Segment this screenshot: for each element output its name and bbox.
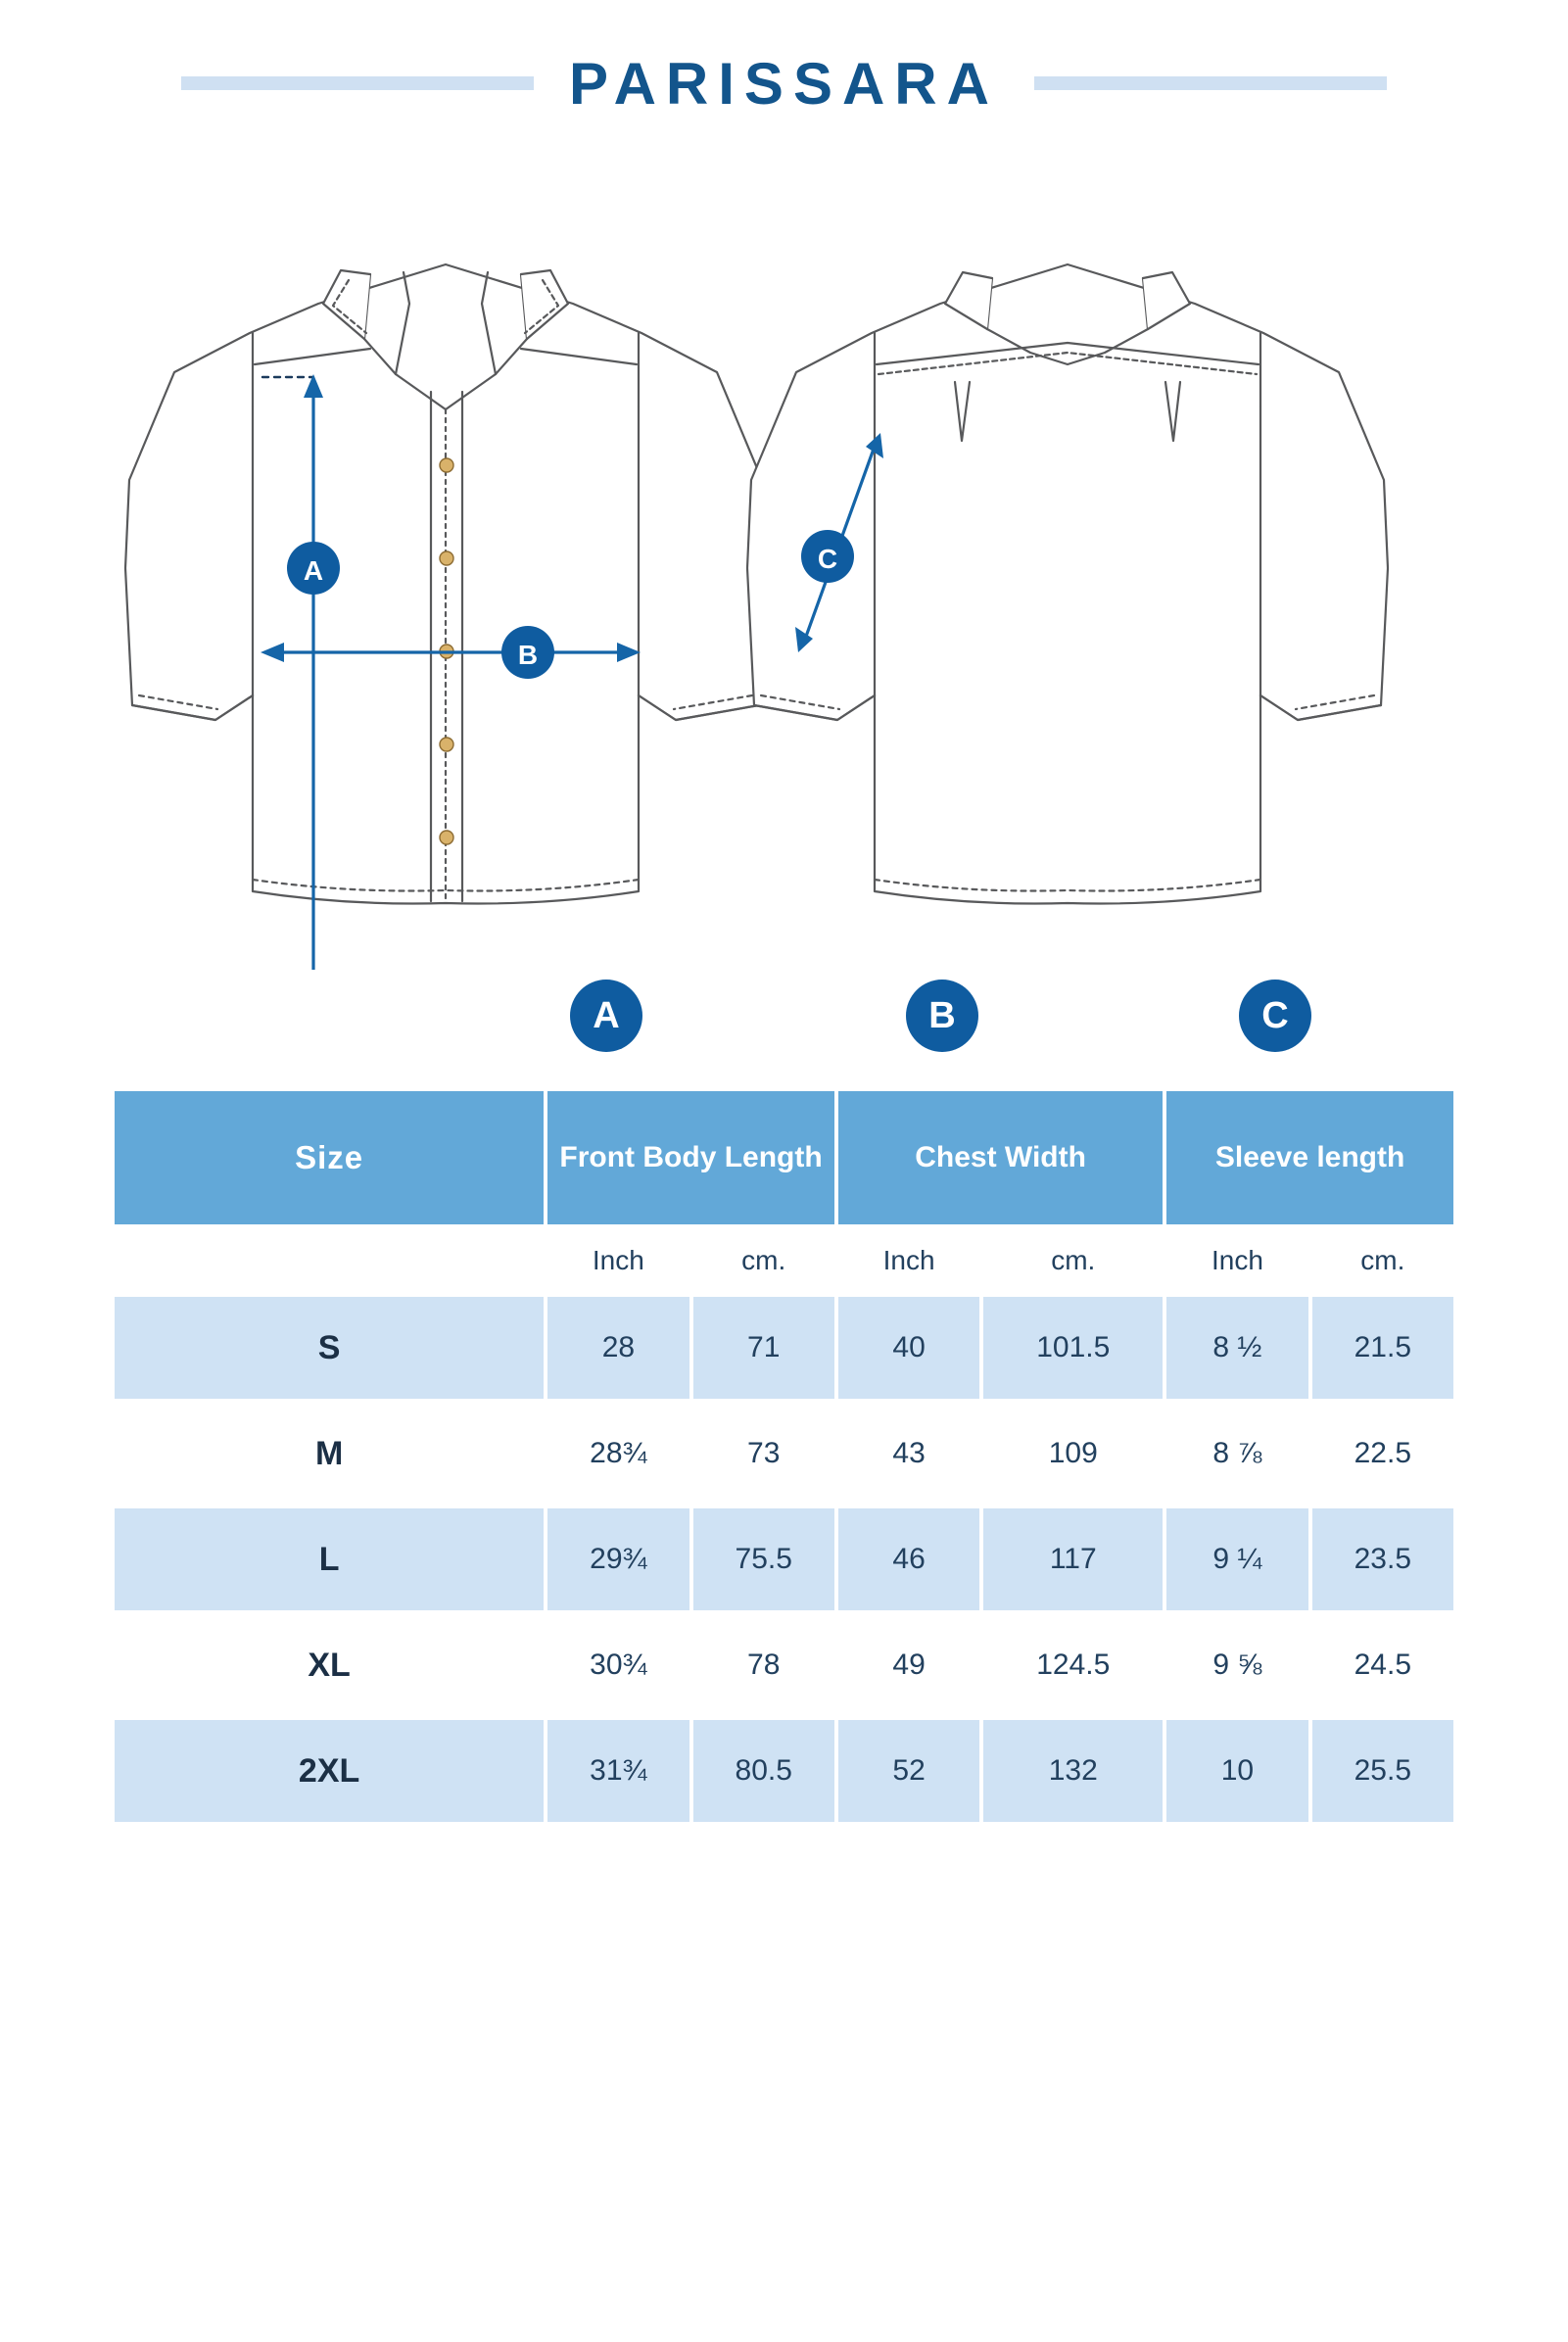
table-row <box>115 1297 1453 1399</box>
unit-chest-cm: cm. <box>983 1228 1163 1293</box>
row-sleeve-inch: 8 ⅞ <box>1166 1403 1307 1505</box>
table-row <box>115 1720 1453 1822</box>
row-sleeve-inch: 9 ¼ <box>1166 1508 1307 1610</box>
row-sleeve-inch: 8 ½ <box>1166 1297 1307 1399</box>
unit-front-inch: Inch <box>547 1228 689 1293</box>
row-size: 2XL <box>115 1720 544 1822</box>
unit-chest-inch: Inch <box>838 1228 979 1293</box>
brand-title: PARISSARA <box>569 50 999 117</box>
row-chest-cm: 109 <box>983 1403 1163 1505</box>
row-size: L <box>115 1508 544 1610</box>
table-unit-row <box>115 1228 1453 1293</box>
row-size: M <box>115 1403 544 1505</box>
column-badge-c: C <box>1239 980 1311 1052</box>
row-size: S <box>115 1297 544 1399</box>
row-sleeve-cm: 23.5 <box>1312 1508 1453 1610</box>
row-chest-inch: 46 <box>838 1508 979 1610</box>
row-chest-inch: 40 <box>838 1297 979 1399</box>
column-badge-a: A <box>570 980 642 1052</box>
header-front-body-length: Front Body Length <box>547 1091 834 1224</box>
row-size: XL <box>115 1614 544 1716</box>
back-shirt-outline <box>747 264 1388 904</box>
brand-rule-left <box>181 76 534 90</box>
table-header-row <box>115 1091 1453 1224</box>
brand-header <box>0 39 1568 127</box>
row-front-inch: 31¾ <box>547 1720 689 1822</box>
row-front-cm: 75.5 <box>693 1508 834 1610</box>
front-shirt-outline <box>125 264 766 904</box>
column-badge-b: B <box>906 980 978 1052</box>
svg-text:A: A <box>303 555 324 586</box>
table-row <box>115 1614 1453 1716</box>
row-chest-inch: 49 <box>838 1614 979 1716</box>
unit-spacer <box>115 1228 544 1293</box>
table-row <box>115 1403 1453 1505</box>
shirt-illustration <box>0 147 1568 970</box>
row-front-inch: 28¾ <box>547 1403 689 1505</box>
header-sleeve-length: Sleeve length <box>1166 1091 1453 1224</box>
row-front-cm: 78 <box>693 1614 834 1716</box>
row-chest-cm: 124.5 <box>983 1614 1163 1716</box>
brand-rule-right <box>1034 76 1387 90</box>
row-front-cm: 73 <box>693 1403 834 1505</box>
row-front-inch: 29¾ <box>547 1508 689 1610</box>
unit-sleeve-inch: Inch <box>1166 1228 1307 1293</box>
row-sleeve-inch: 10 <box>1166 1720 1307 1822</box>
table-row <box>115 1508 1453 1610</box>
row-chest-cm: 132 <box>983 1720 1163 1822</box>
row-front-inch: 28 <box>547 1297 689 1399</box>
row-chest-cm: 101.5 <box>983 1297 1163 1399</box>
row-sleeve-cm: 25.5 <box>1312 1720 1453 1822</box>
svg-text:C: C <box>817 544 838 574</box>
row-front-cm: 80.5 <box>693 1720 834 1822</box>
row-sleeve-cm: 22.5 <box>1312 1403 1453 1505</box>
size-chart-table <box>111 1087 1457 1826</box>
row-sleeve-cm: 21.5 <box>1312 1297 1453 1399</box>
row-chest-inch: 43 <box>838 1403 979 1505</box>
row-front-cm: 71 <box>693 1297 834 1399</box>
unit-front-cm: cm. <box>693 1228 834 1293</box>
header-chest-width: Chest Width <box>838 1091 1163 1224</box>
row-chest-cm: 117 <box>983 1508 1163 1610</box>
header-size: Size <box>115 1091 544 1224</box>
row-sleeve-cm: 24.5 <box>1312 1614 1453 1716</box>
row-sleeve-inch: 9 ⅝ <box>1166 1614 1307 1716</box>
unit-sleeve-cm: cm. <box>1312 1228 1453 1293</box>
row-chest-inch: 52 <box>838 1720 979 1822</box>
svg-text:B: B <box>517 640 539 670</box>
row-front-inch: 30¾ <box>547 1614 689 1716</box>
